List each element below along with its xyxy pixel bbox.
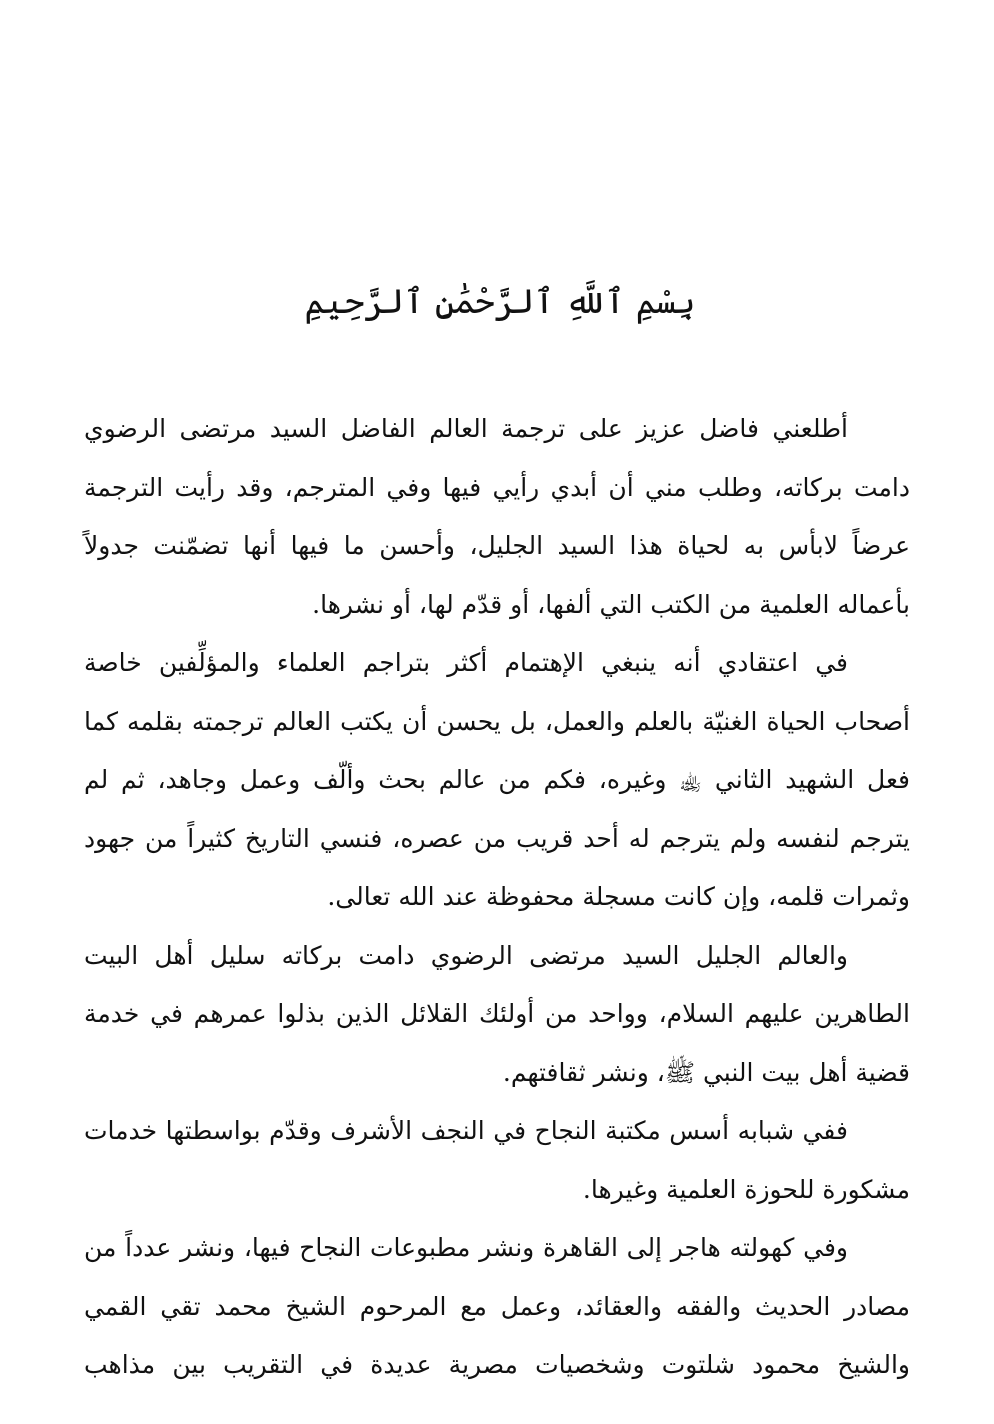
body-text [84,400,910,1395]
paragraph-3: والعالم الجليل السيد مرتضى الرضوي دامت بركاته سليل أهل البيت الطاهرين عليهم السلام، وواحد من أولئك القلائل الذين بذلوا عمرهم في خدمة قضية أهل بيت النبي ﷺ، ونشر ثقافتهم. [84,940,910,1087]
paragraph-1: أطلعني فاضل عزيز على ترجمة العالم الفاضل السيد مرتضى الرضوي دامت بركاته، وطلب مني أن أبدي رأيي فيها وفي المترجم، وقد رأيت الترجمة عرضاً لابأس به لحياة هذا السيد الجليل، وأحسن ما فيها أنها تضمّنت جدولاً بأعماله العلمية من الكتب التي ألفها، أو قدّم لها، أو نشرها. [84,414,910,619]
basmala-calligraphy [290,262,710,342]
paragraph-5: وفي كهولته هاجر إلى القاهرة ونشر مطبوعات النجاح فيها، ونشر عدداً من مصادر الحديث والفقه والعقائد، وعمل مع المرحوم الشيخ محمد تقي القمي والشيخ محمود شلتوت وشخصيات مصرية عديدة في التقريب بين مذاهب [84,1233,910,1379]
paragraph-4: ففي شبابه أسس مكتبة النجاح في النجف الأشرف وقدّم بواسطتها خدمات مشكورة للحوزة العلمية وغيرها. [84,1116,910,1204]
paragraph-2: في اعتقادي أنه ينبغي الإهتمام أكثر بتراجم العلماء والمؤلِّفين خاصة أصحاب الحياة الغنيّة بالعلم والعمل، بل يحسن أن يكتب العالم ترجمته بقلمه كما فعل الشهيد الثاني ﵀ وغيره، فكم من عالم بحث وألّف وعمل وجاهد، ثم لم يترجم لنفسه ولم يترجم له أحد قريب من عصره، فنسي التاريخ كثيراً من جهود وثمرات قلمه، وإن كانت مسجلة محفوظة عند الله تعالى. [84,648,910,911]
basmala-text: بِسْمِ ٱللَّهِ ٱلرَّحْمَٰنِ ٱلرَّحِيمِ [304,282,696,322]
